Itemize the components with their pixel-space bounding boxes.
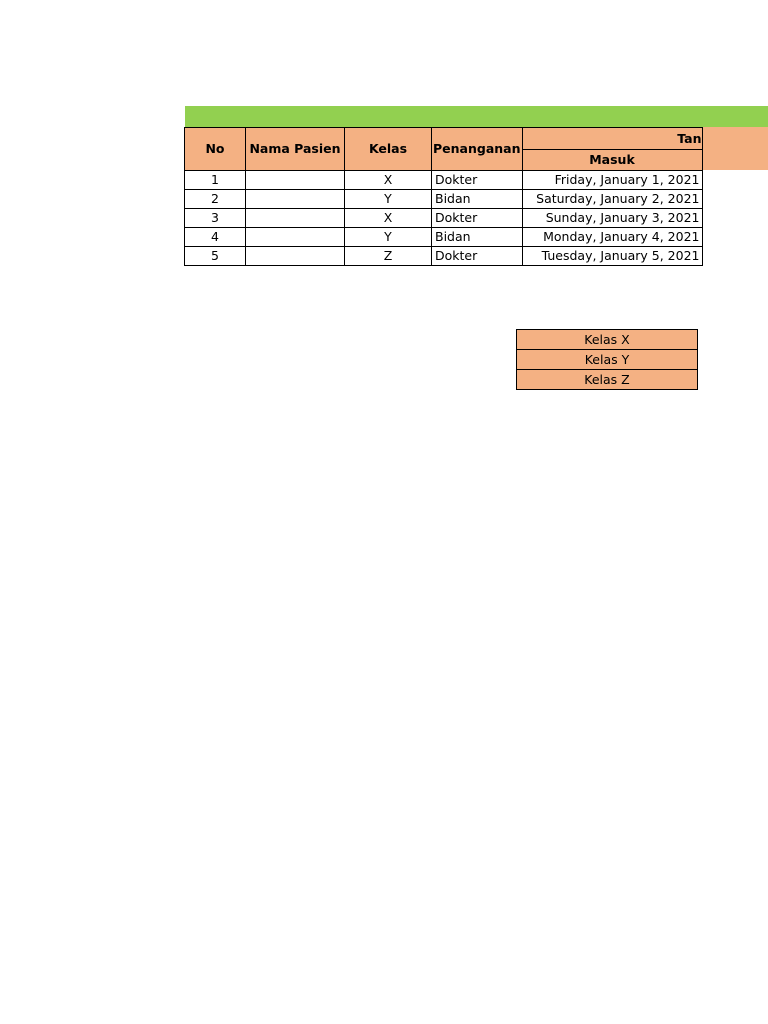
cell-masuk[interactable]: Tuesday, January 5, 2021 xyxy=(522,247,702,266)
table-row xyxy=(185,190,703,209)
header-band-overflow xyxy=(697,127,768,170)
patient-table xyxy=(184,127,703,266)
cell-kelas[interactable]: X xyxy=(345,171,432,190)
cell-no[interactable]: 5 xyxy=(185,247,246,266)
cell-kelas[interactable]: X xyxy=(345,209,432,228)
legend-item[interactable]: Kelas Z xyxy=(517,370,698,390)
table-row xyxy=(185,247,703,266)
header-tanggal[interactable]: Tan xyxy=(522,128,702,150)
cell-nama-pasien[interactable] xyxy=(246,209,345,228)
cell-nama-pasien[interactable] xyxy=(246,190,345,209)
cell-penanganan[interactable]: Dokter xyxy=(432,171,523,190)
cell-no[interactable]: 2 xyxy=(185,190,246,209)
header-penanganan[interactable]: Penanganan xyxy=(432,128,523,171)
cell-penanganan[interactable]: Dokter xyxy=(432,209,523,228)
header-nama-pasien[interactable]: Nama Pasien xyxy=(246,128,345,171)
table-row xyxy=(185,171,703,190)
cell-kelas[interactable]: Y xyxy=(345,190,432,209)
legend-item[interactable]: Kelas Y xyxy=(517,350,698,370)
cell-masuk[interactable]: Sunday, January 3, 2021 xyxy=(522,209,702,228)
kelas-legend xyxy=(516,329,698,390)
cell-masuk[interactable]: Saturday, January 2, 2021 xyxy=(522,190,702,209)
header-no[interactable]: No xyxy=(185,128,246,171)
header-kelas[interactable]: Kelas xyxy=(345,128,432,171)
legend-item[interactable]: Kelas X xyxy=(517,330,698,350)
cell-kelas[interactable]: Z xyxy=(345,247,432,266)
title-bar xyxy=(185,106,768,127)
cell-nama-pasien[interactable] xyxy=(246,228,345,247)
cell-masuk[interactable]: Friday, January 1, 2021 xyxy=(522,171,702,190)
cell-masuk[interactable]: Monday, January 4, 2021 xyxy=(522,228,702,247)
cell-penanganan[interactable]: Bidan xyxy=(432,190,523,209)
cell-nama-pasien[interactable] xyxy=(246,247,345,266)
table-row xyxy=(185,228,703,247)
cell-nama-pasien[interactable] xyxy=(246,171,345,190)
cell-kelas[interactable]: Y xyxy=(345,228,432,247)
cell-no[interactable]: 1 xyxy=(185,171,246,190)
header-masuk[interactable]: Masuk xyxy=(522,150,702,171)
cell-no[interactable]: 4 xyxy=(185,228,246,247)
cell-penanganan[interactable]: Bidan xyxy=(432,228,523,247)
table-body xyxy=(185,171,703,266)
table-row xyxy=(185,209,703,228)
cell-no[interactable]: 3 xyxy=(185,209,246,228)
cell-penanganan[interactable]: Dokter xyxy=(432,247,523,266)
